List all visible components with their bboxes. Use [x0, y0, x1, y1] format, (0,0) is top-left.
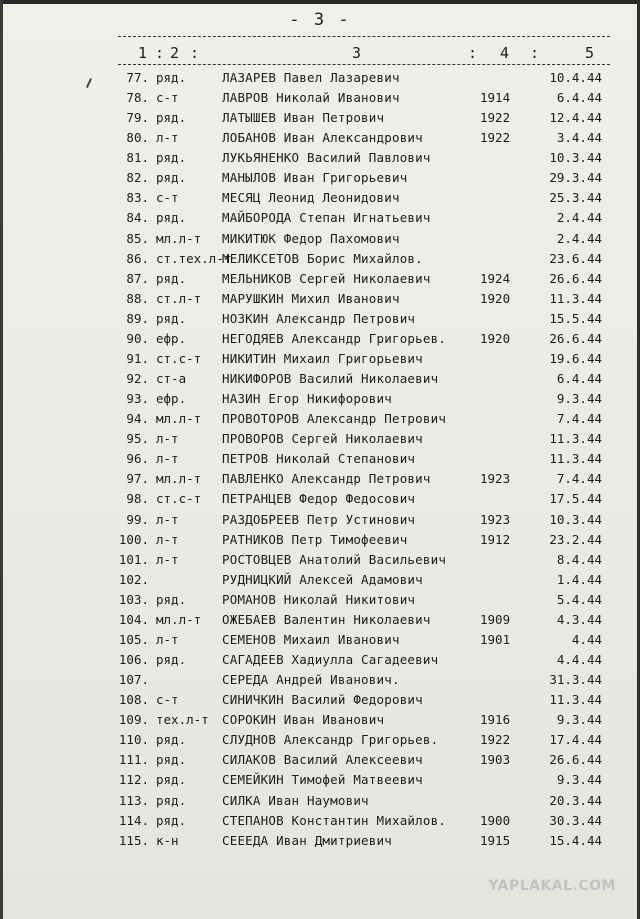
record-rank: л-т	[156, 551, 179, 567]
record-number: 98.	[126, 491, 149, 507]
record-birth-year: 1916	[480, 712, 511, 728]
record-date: 4.3.44	[556, 611, 602, 627]
record-rank: л-т	[156, 631, 179, 647]
record-birth-year: 1924	[480, 270, 511, 286]
record-name: СИНИЧКИН Василий Федорович	[222, 692, 423, 708]
record-number: 91.	[126, 350, 149, 366]
record-name: РОМАНОВ Николай Никитович	[222, 591, 416, 607]
list-item	[0, 572, 640, 592]
record-rank: л-т	[156, 451, 179, 467]
record-birth-year: 1909	[480, 611, 511, 627]
record-name: РОСТОВЦЕВ Анатолий Васильевич	[222, 551, 447, 567]
record-birth-year: 1923	[480, 471, 511, 487]
record-number: 86.	[126, 250, 149, 266]
record-rank: ряд.	[156, 110, 187, 126]
record-rank: ефр.	[156, 391, 187, 407]
record-number: 100.	[118, 531, 149, 547]
record-date: 15.5.44	[549, 310, 602, 326]
record-number: 81.	[126, 150, 149, 166]
list-item	[0, 110, 640, 130]
list-item	[0, 532, 640, 552]
list-item	[0, 712, 640, 732]
record-rank: ст.с-т	[156, 491, 202, 507]
list-item	[0, 190, 640, 210]
record-rank: ряд.	[156, 210, 187, 226]
record-date: 29.3.44	[549, 170, 602, 186]
record-rank: ст.с-т	[156, 350, 202, 366]
record-number: 115.	[118, 832, 149, 848]
record-rank: л-т	[156, 511, 179, 527]
record-birth-year: 1922	[480, 110, 511, 126]
record-date: 17.4.44	[549, 732, 602, 748]
record-birth-year: 1922	[480, 130, 511, 146]
record-rank: ряд.	[156, 270, 187, 286]
record-rank: ряд.	[156, 170, 187, 186]
record-rank: ряд.	[156, 732, 187, 748]
record-name: СЕЕЕДА Иван Дмитриевич	[222, 832, 392, 848]
record-date: 12.4.44	[549, 110, 602, 126]
record-number: 77.	[126, 70, 149, 85]
record-date: 11.3.44	[549, 431, 602, 447]
record-name: НОЗКИН Александр Петрович	[222, 310, 416, 326]
list-item	[0, 833, 640, 853]
page-number: - 3 -	[289, 10, 351, 30]
record-number: 105.	[118, 631, 149, 647]
record-name: НИКИФОРОВ Василий Николаевич	[222, 371, 439, 387]
record-number: 83.	[126, 190, 149, 206]
list-item	[0, 592, 640, 612]
record-rank: ряд.	[156, 652, 187, 668]
record-number: 101.	[118, 551, 149, 567]
record-rank: л-т	[156, 130, 179, 146]
record-number: 92.	[126, 371, 149, 387]
record-name: ПРОВОРОВ Сергей Николаевич	[222, 431, 423, 447]
record-name: ПРОВОТОРОВ Александр Петрович	[222, 411, 447, 427]
record-name: МИКИТЮК Федор Пахомович	[222, 230, 400, 246]
record-birth-year: 1923	[480, 511, 511, 527]
list-item	[0, 451, 640, 471]
list-item	[0, 291, 640, 311]
record-name: СИЛАКОВ Василий Алексеевич	[222, 752, 423, 768]
list-item	[0, 692, 640, 712]
record-date: 17.5.44	[549, 491, 602, 507]
record-date: 9.3.44	[556, 712, 602, 728]
record-number: 93.	[126, 391, 149, 407]
record-rank: мл.л-т	[156, 230, 202, 246]
record-name: ЛОБАНОВ Иван Александрович	[222, 130, 423, 146]
record-number: 112.	[118, 772, 149, 788]
record-rank: л-т	[156, 431, 179, 447]
list-item	[0, 130, 640, 150]
record-number: 87.	[126, 270, 149, 286]
record-number: 85.	[126, 230, 149, 246]
list-item	[0, 672, 640, 692]
list-item	[0, 311, 640, 331]
record-date: 26.6.44	[549, 270, 602, 286]
header-divider-bottom	[118, 64, 610, 65]
record-number: 99.	[126, 511, 149, 527]
record-date: 2.4.44	[556, 230, 602, 246]
record-number: 95.	[126, 431, 149, 447]
list-item	[0, 732, 640, 752]
record-number: 82.	[126, 170, 149, 186]
record-date: 7.4.44	[556, 471, 602, 487]
record-date: 25.3.44	[549, 190, 602, 206]
column-header-3: 3	[352, 44, 362, 62]
record-date: 4.4.44	[556, 652, 602, 668]
record-rank: мл.л-т	[156, 611, 202, 627]
list-item	[0, 793, 640, 813]
record-name: МЕЛЬНИКОВ Сергей Николаевич	[222, 270, 431, 286]
record-number: 97.	[126, 471, 149, 487]
column-separator: :	[530, 44, 540, 62]
record-number: 108.	[118, 692, 149, 708]
list-item	[0, 491, 640, 511]
record-date: 10.3.44	[549, 511, 602, 527]
record-rank: мл.л-т	[156, 411, 202, 427]
watermark: YAPLAKAL.COM	[488, 878, 616, 894]
list-item	[0, 813, 640, 833]
record-rank: ряд.	[156, 752, 187, 768]
record-number: 106.	[118, 652, 149, 668]
column-separator: :	[190, 44, 200, 62]
column-header-2: 2	[170, 44, 180, 62]
record-rank: с-т	[156, 90, 179, 106]
record-rank: к-н	[156, 832, 179, 848]
record-number: 114.	[118, 812, 149, 828]
record-birth-year: 1920	[480, 330, 511, 346]
list-item	[0, 271, 640, 291]
record-rank: с-т	[156, 190, 179, 206]
record-number: 107.	[118, 672, 149, 688]
record-name: ЛАВРОВ Николай Иванович	[222, 90, 400, 106]
record-number: 88.	[126, 290, 149, 306]
record-date: 10.4.44	[549, 70, 602, 85]
list-item	[0, 752, 640, 772]
record-number: 90.	[126, 330, 149, 346]
record-rank: ряд.	[156, 150, 187, 166]
record-name: НИКИТИН Михаил Григорьевич	[222, 350, 423, 366]
header-divider-top	[118, 36, 610, 37]
list-item	[0, 431, 640, 451]
record-rank: ст-а	[156, 371, 187, 387]
record-number: 113.	[118, 792, 149, 808]
record-rank: ряд.	[156, 70, 187, 85]
record-name: СИЛКА Иван Наумович	[222, 792, 369, 808]
record-number: 96.	[126, 451, 149, 467]
record-name: МАНЫЛОВ Иван Григорьевич	[222, 170, 408, 186]
list-item	[0, 331, 640, 351]
list-item	[0, 70, 640, 90]
record-name: МАЙБОРОДА Степан Игнатьевич	[222, 210, 431, 226]
record-number: 104.	[118, 611, 149, 627]
record-rank: ряд.	[156, 812, 187, 828]
record-name: НЕГОДЯЕВ Александр Григорьев.	[222, 330, 447, 346]
record-name: СЕМЕЙКИН Тимофей Матвеевич	[222, 772, 423, 788]
record-rank: ст.л-т	[156, 290, 202, 306]
record-date: 20.3.44	[549, 792, 602, 808]
list-item	[0, 772, 640, 792]
record-name: МАРУШКИН Михил Иванович	[222, 290, 400, 306]
list-item	[0, 411, 640, 431]
record-rank: ряд.	[156, 310, 187, 326]
record-birth-year: 1920	[480, 290, 511, 306]
record-name: ПАВЛЕНКО Александр Петрович	[222, 471, 431, 487]
record-date: 9.3.44	[556, 391, 602, 407]
record-birth-year: 1901	[480, 631, 511, 647]
list-item	[0, 391, 640, 411]
list-item	[0, 612, 640, 632]
record-name: ЛУКЬЯНЕНКО Василий Павлович	[222, 150, 431, 166]
record-name: ЛАЗАРЕВ Павел Лазаревич	[222, 70, 400, 85]
list-item	[0, 170, 640, 190]
record-rank: тех.л-т	[156, 712, 209, 728]
record-date: 2.4.44	[556, 210, 602, 226]
record-date: 9.3.44	[556, 772, 602, 788]
record-name: ЛАТЫШЕВ Иван Петрович	[222, 110, 385, 126]
record-rank: ряд.	[156, 591, 187, 607]
scan-edge-top	[0, 0, 640, 4]
record-rank: с-т	[156, 692, 179, 708]
record-name: СЕРЕДА Андрей Иванович.	[222, 672, 400, 688]
record-number: 102.	[118, 571, 149, 587]
record-number: 79.	[126, 110, 149, 126]
record-date: 31.3.44	[549, 672, 602, 688]
record-number: 89.	[126, 310, 149, 326]
list-item	[0, 351, 640, 371]
record-name: СТЕПАНОВ Константин Михайлов.	[222, 812, 447, 828]
record-name: САГАДЕЕВ Хадиулла Сагадеевич	[222, 652, 439, 668]
record-birth-year: 1912	[480, 531, 511, 547]
record-birth-year: 1915	[480, 832, 511, 848]
record-number: 110.	[118, 732, 149, 748]
record-number: 78.	[126, 90, 149, 106]
record-date: 5.4.44	[556, 591, 602, 607]
record-date: 6.4.44	[556, 371, 602, 387]
record-date: 11.3.44	[549, 692, 602, 708]
record-date: 19.6.44	[549, 350, 602, 366]
record-number: 109.	[118, 712, 149, 728]
list-item	[0, 552, 640, 572]
record-name: ПЕТРАНЦЕВ Федор Федосович	[222, 491, 416, 507]
record-birth-year: 1914	[480, 90, 511, 106]
list-item	[0, 231, 640, 251]
list-item	[0, 471, 640, 491]
record-name: РАЗДОБРЕЕВ Петр Устинович	[222, 511, 416, 527]
record-name: РУДНИЦКИЙ Алексей Адамович	[222, 571, 423, 587]
record-rank: л-т	[156, 531, 179, 547]
record-name: МЕЛИКСЕТОВ Борис Михайлов.	[222, 250, 423, 266]
record-birth-year: 1922	[480, 732, 511, 748]
record-name: СОРОКИН Иван Иванович	[222, 712, 385, 728]
column-separator: :	[155, 44, 165, 62]
record-name: ПЕТРОВ Николай Степанович	[222, 451, 416, 467]
record-date: 23.6.44	[549, 250, 602, 266]
record-date: 6.4.44	[556, 90, 602, 106]
column-header-4: 4	[500, 44, 510, 62]
record-number: 80.	[126, 130, 149, 146]
record-date: 8.4.44	[556, 551, 602, 567]
record-name: СЕМЕНОВ Михаил Иванович	[222, 631, 400, 647]
record-name: МЕСЯЦ Леонид Леонидович	[222, 190, 400, 206]
list-item	[0, 512, 640, 532]
record-date: 3.4.44	[556, 130, 602, 146]
record-rank: ст.тех.л-т	[156, 250, 232, 266]
record-number: 94.	[126, 411, 149, 427]
record-name: ОЖЕБАЕВ Валентин Николаевич	[222, 611, 431, 627]
column-separator: :	[468, 44, 478, 62]
record-rank: мл.л-т	[156, 471, 202, 487]
record-date: 15.4.44	[549, 832, 602, 848]
column-header-5: 5	[585, 44, 595, 62]
record-rank: ефр.	[156, 330, 187, 346]
record-date: 11.3.44	[549, 290, 602, 306]
record-date: 4.44	[571, 631, 602, 647]
record-date: 23.2.44	[549, 531, 602, 547]
list-item	[0, 90, 640, 110]
record-date: 1.4.44	[556, 571, 602, 587]
record-rank: ряд.	[156, 772, 187, 788]
record-birth-year: 1903	[480, 752, 511, 768]
record-date: 26.6.44	[549, 752, 602, 768]
list-item	[0, 210, 640, 230]
record-rank: ряд.	[156, 792, 187, 808]
record-name: НАЗИН Егор Никифорович	[222, 391, 392, 407]
column-header-1: 1	[138, 44, 148, 62]
record-number: 84.	[126, 210, 149, 226]
record-name: СЛУДНОВ Александр Григорьев.	[222, 732, 439, 748]
record-birth-year: 1900	[480, 812, 511, 828]
record-number: 103.	[118, 591, 149, 607]
record-date: 30.3.44	[549, 812, 602, 828]
list-item	[0, 632, 640, 652]
record-date: 10.3.44	[549, 150, 602, 166]
record-number: 111.	[118, 752, 149, 768]
record-date: 7.4.44	[556, 411, 602, 427]
record-date: 26.6.44	[549, 330, 602, 346]
record-name: РАТНИКОВ Петр Тимофеевич	[222, 531, 408, 547]
list-item	[0, 652, 640, 672]
record-date: 11.3.44	[549, 451, 602, 467]
list-item	[0, 251, 640, 271]
list-item	[0, 150, 640, 170]
list-item	[0, 371, 640, 391]
